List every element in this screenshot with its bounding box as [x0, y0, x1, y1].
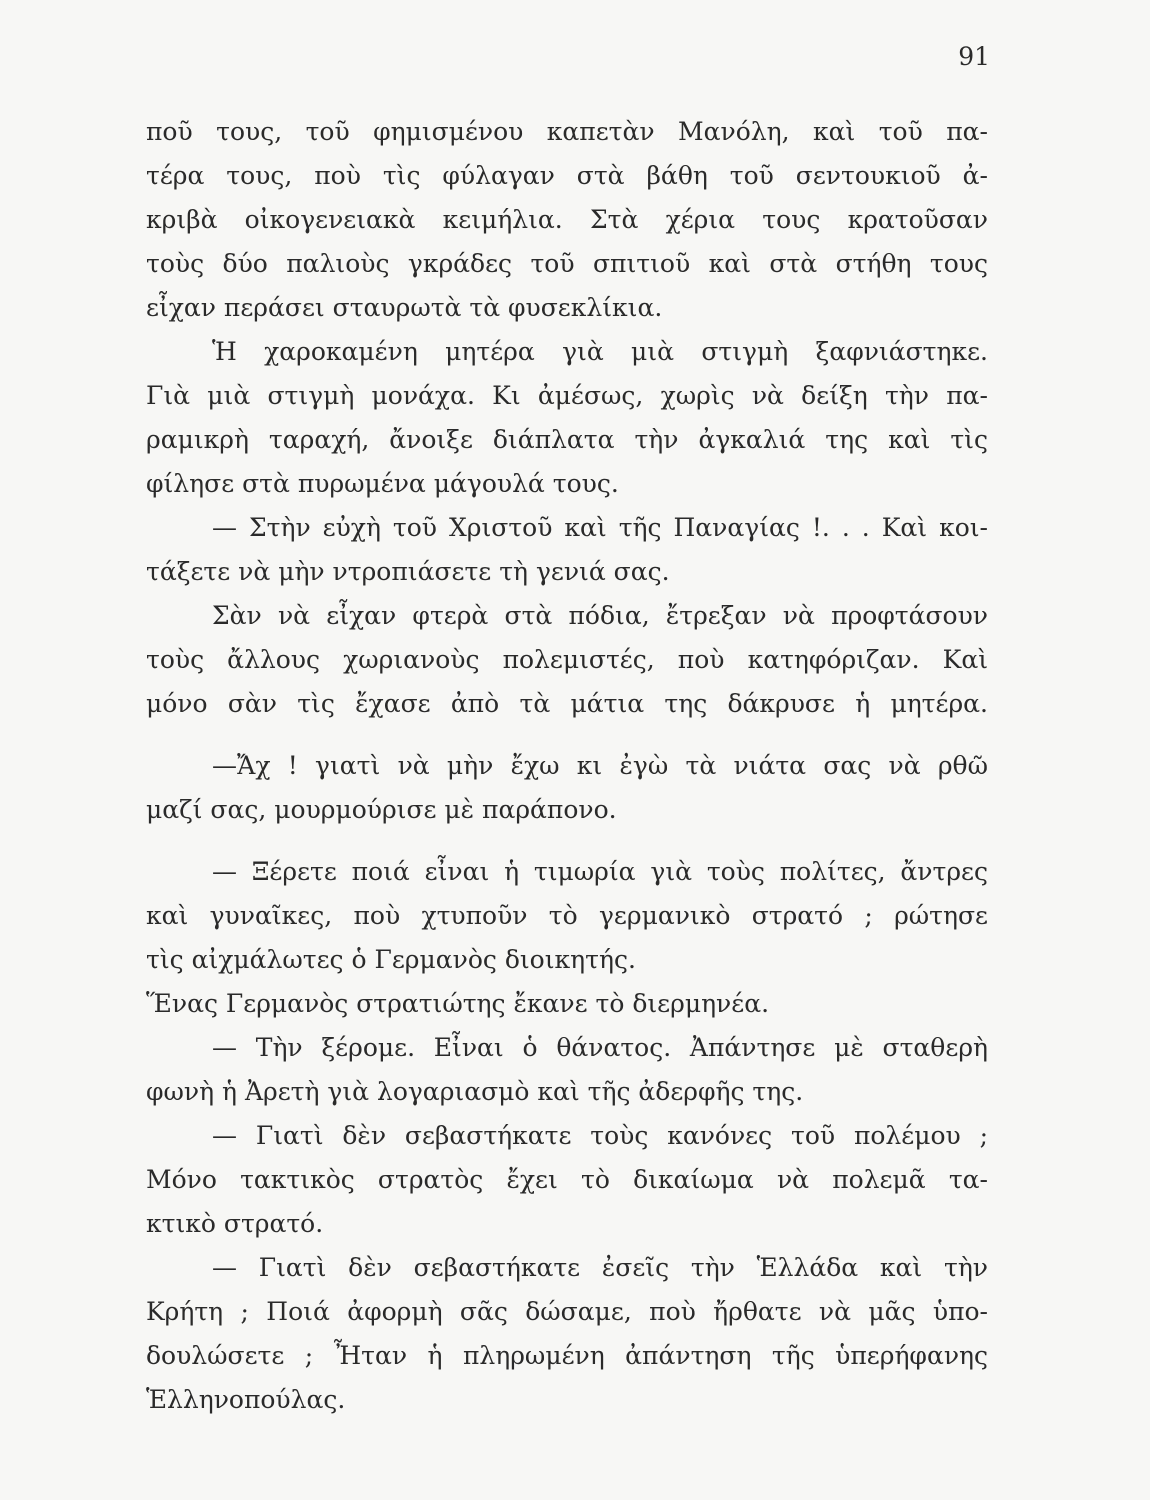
page-number: 91	[958, 42, 990, 71]
text-line: — Ξέρετε ποιά εἶναι ἡ τιμωρία γιὰ τοὺς πολίτες, ἄντρες	[212, 857, 988, 886]
text-line: κτικὸ στρατό.	[146, 1209, 324, 1238]
text-line: — Τὴν ξέρομε. Εἶναι ὁ θάνατος. Ἀπάντησε μὲ σταθερὴ	[212, 1033, 988, 1062]
paragraph-gap	[146, 726, 988, 744]
text-line: δουλώσετε ; Ἦταν ἡ πληρωμένη ἀπάντηση τῆς ὑπερήφανης	[146, 1341, 988, 1370]
text-line: Ἡ χαροκαμένη μητέρα γιὰ μιὰ στιγμὴ ξαφνιάστηκε.	[212, 337, 988, 366]
text-line: — Γιατὶ δὲν σεβαστήκατε ἐσεῖς τὴν Ἑλλάδα καὶ τὴν	[212, 1253, 988, 1282]
paragraph-gap	[146, 832, 988, 850]
text-line: Κρήτη ; Ποιά ἀφορμὴ σᾶς δώσαμε, ποὺ ἤρθατε νὰ μᾶς ὑπο-	[146, 1297, 988, 1326]
text-line: εἶχαν περάσει σταυρωτὰ τὰ φυσεκλίκια.	[146, 293, 663, 322]
text-line: τὶς αἰχμάλωτες ὁ Γερμανὸς διοικητής.	[146, 945, 636, 974]
text-line: Μόνο τακτικὸς στρατὸς ἔχει τὸ δικαίωμα νὰ πολεμᾶ τα-	[146, 1165, 988, 1194]
text-line: — Γιατὶ δὲν σεβαστήκατε τοὺς κανόνες τοῦ πολέμου ;	[212, 1121, 988, 1150]
text-line: φωνὴ ἡ Ἀρετὴ γιὰ λογαριασμὸ καὶ τῆς ἀδερφῆς της.	[146, 1077, 804, 1106]
text-line: τοὺς ἄλλους χωριανοὺς πολεμιστές, ποὺ κατηφόριζαν. Καὶ	[146, 645, 988, 674]
text-line: Σὰν νὰ εἶχαν φτερὰ στὰ πόδια, ἔτρεξαν νὰ προφτάσουν	[212, 601, 988, 630]
text-line: ποῦ τους, τοῦ φημισμένου καπετὰν Μανόλη, καὶ τοῦ πα-	[146, 117, 988, 146]
text-line: κριβὰ οἰκογενειακὰ κειμήλια. Στὰ χέρια τους κρατοῦσαν	[146, 205, 988, 234]
text-line: τοὺς δύο παλιοὺς γκράδες τοῦ σπιτιοῦ καὶ στὰ στήθη τους	[146, 249, 988, 278]
text-line: τέρα τους, ποὺ τὶς φύλαγαν στὰ βάθη τοῦ σεντουκιοῦ ἀ-	[146, 161, 988, 190]
text-line: Ἕνας Γερμανὸς στρατιώτης ἔκανε τὸ διερμηνέα.	[146, 989, 770, 1018]
body-text	[146, 110, 988, 1422]
text-line: μαζί σας, μουρμούρισε μὲ παράπονο.	[146, 795, 617, 824]
text-line: Γιὰ μιὰ στιγμὴ μονάχα. Κι ἀμέσως, χωρὶς νὰ δείξη τὴν πα-	[146, 381, 988, 410]
text-line: ραμικρὴ ταραχή, ἄνοιξε διάπλατα τὴν ἀγκαλιά της καὶ τὶς	[146, 425, 988, 454]
text-line: τάξετε νὰ μὴν ντροπιάσετε τὴ γενιά σας.	[146, 557, 670, 586]
text-line: μόνο σὰν τὶς ἔχασε ἀπὸ τὰ μάτια της δάκρυσε ἡ μητέρα.	[146, 689, 988, 718]
text-line: φίλησε στὰ πυρωμένα μάγουλά τους.	[146, 469, 619, 498]
text-line: Ἑλληνοπούλας.	[146, 1385, 346, 1414]
text-line: —Ἄχ ! γιατὶ νὰ μὴν ἔχω κι ἐγὼ τὰ νιάτα σας νὰ ρθῶ	[212, 751, 988, 780]
text-line: καὶ γυναῖκες, ποὺ χτυποῦν τὸ γερμανικὸ στρατό ; ρώτησε	[146, 901, 988, 930]
text-line: — Στὴν εὐχὴ τοῦ Χριστοῦ καὶ τῆς Παναγίας !. . . Καὶ κοι-	[212, 513, 988, 542]
